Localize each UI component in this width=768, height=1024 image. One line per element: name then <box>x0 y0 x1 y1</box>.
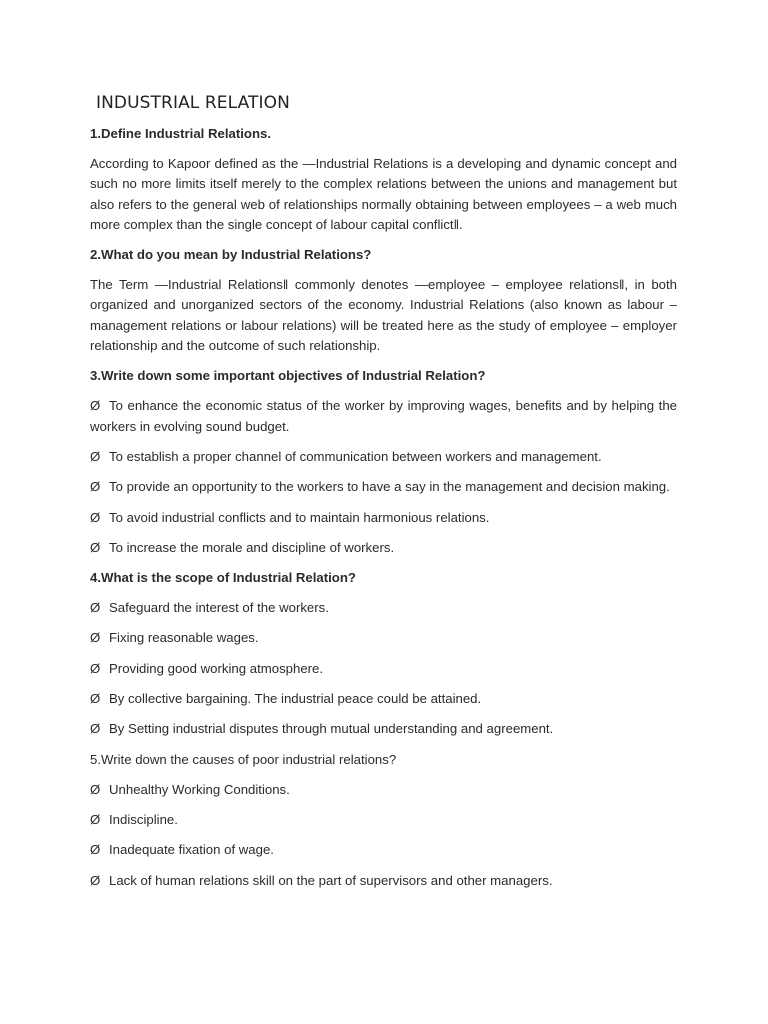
bullet-marker-icon: Ø <box>90 660 101 676</box>
bullet-text: Unhealthy Working Conditions. <box>109 781 290 797</box>
answer-1-paragraph: According to Kapoor defined as the ―Industrial Relations is a developing and dynamic concept and such no more limits itself merely to the complex relations between the unions and management but also refers to the general web of relationships normally obtaining between employees – a web much more complex than the single concept of labour capital conflict‖. <box>90 156 677 232</box>
bullet-item <box>90 628 677 648</box>
bullet-marker-icon: Ø <box>90 630 101 646</box>
bullet-marker-icon: Ø <box>90 872 101 888</box>
bullet-text: To avoid industrial conflicts and to maintain harmonious relations. <box>109 509 490 525</box>
bullet-text: Indiscipline. <box>109 811 178 827</box>
bullet-marker-icon: Ø <box>90 479 101 495</box>
bullet-item <box>90 538 677 558</box>
bullet-text: Lack of human relations skill on the part of supervisors and other managers. <box>109 872 553 888</box>
bullet-marker-icon: Ø <box>90 691 101 707</box>
bullet-marker-icon: Ø <box>90 842 101 858</box>
answer-2-paragraph: The Term ―Industrial Relations‖ commonly denotes ―employee – employee relations‖, in both organized and unorganized sectors of the economy. Industrial Relations (also known as labour – management relations or labour relations) will be treated here as the study of employee – employer relationship and the outcome of such relationship. <box>90 277 677 354</box>
bullet-item <box>90 447 677 467</box>
bullet-item <box>90 508 677 528</box>
bullet-marker-icon: Ø <box>90 811 101 827</box>
bullet-text: Fixing reasonable wages. <box>109 630 259 646</box>
bullet-text: Safeguard the interest of the workers. <box>109 600 329 616</box>
document-title: INDUSTRIAL RELATION <box>96 93 290 113</box>
bullet-marker-icon: Ø <box>90 398 101 414</box>
question-1-heading: 1.Define Industrial Relations. <box>90 126 271 141</box>
document-page <box>90 92 677 901</box>
question-3-heading: 3.Write down some important objectives of Industrial Relation? <box>90 368 486 384</box>
bullet-item <box>90 659 677 679</box>
bullet-text: By Setting industrial disputes through mutual understanding and agreement. <box>109 721 554 737</box>
bullet-item <box>90 598 677 618</box>
bullet-marker-icon: Ø <box>90 509 101 525</box>
bullet-text: By collective bargaining. The industrial peace could be attained. <box>109 691 482 707</box>
bullet-text: Inadequate fixation of wage. <box>109 842 274 858</box>
bullet-item <box>90 780 677 800</box>
bullet-item <box>90 477 677 497</box>
bullet-marker-icon: Ø <box>90 781 101 797</box>
question-2-heading: 2.What do you mean by Industrial Relations? <box>90 247 372 263</box>
bullet-marker-icon: Ø <box>90 539 101 555</box>
bullet-text: To provide an opportunity to the workers to have a say in the management and decision making. <box>109 479 670 495</box>
bullet-item <box>90 810 677 830</box>
question-5-heading: 5.Write down the causes of poor industrial relations? <box>90 751 397 767</box>
bullet-text: To enhance the economic status of the worker by improving wages, benefits and by helping the workers in evolving sound budget. <box>90 398 677 434</box>
bullet-marker-icon: Ø <box>90 448 101 464</box>
bullet-item <box>90 719 677 739</box>
bullet-item <box>90 871 677 891</box>
bullet-marker-icon: Ø <box>90 600 101 616</box>
bullet-marker-icon: Ø <box>90 721 101 737</box>
bullet-text: To establish a proper channel of communication between workers and management. <box>109 448 602 464</box>
bullet-item <box>90 689 677 709</box>
question-4-heading: 4.What is the scope of Industrial Relation? <box>90 570 356 586</box>
bullet-item <box>90 396 677 437</box>
bullet-text: Providing good working atmosphere. <box>109 660 324 676</box>
bullet-item <box>90 840 677 860</box>
bullet-text: To increase the morale and discipline of workers. <box>109 539 395 555</box>
